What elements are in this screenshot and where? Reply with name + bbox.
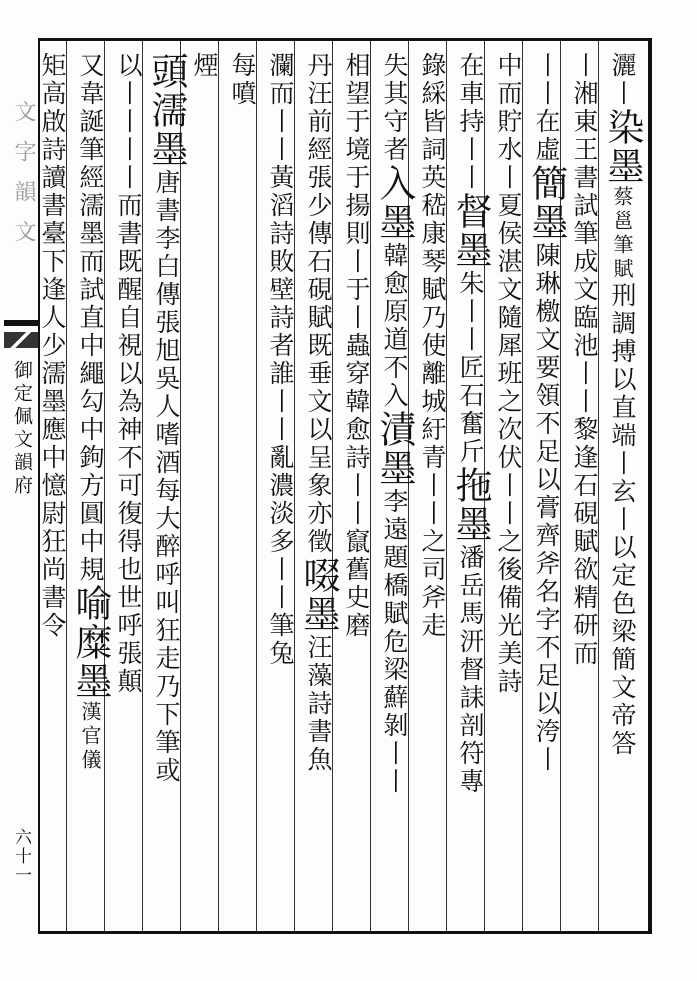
- text-column: [567, 52, 601, 668]
- text-run: 陳琳檄文要領不足以膏齊斧名字不足以洿丨: [532, 242, 561, 774]
- text-column: [601, 52, 644, 758]
- text-run: 每噴: [228, 52, 257, 108]
- page-number: 六十一: [11, 828, 31, 885]
- text-run: 蟲穿韓愈詩丨丨竄舊史磨: [342, 332, 371, 640]
- text-run: 嵇康琴賦乃使離: [418, 192, 447, 388]
- text-column: [263, 52, 297, 668]
- text-run: 刑調搏以直端丨玄丨以定色梁簡文帝答: [608, 282, 637, 758]
- text-run: 丨: [570, 52, 599, 80]
- text-run: 以丨丨丨丨而書既醒自視以為神不可復得也世呼張顛: [114, 52, 143, 696]
- text-run: 李遠題橋賦危梁蘚剝丨丨: [380, 488, 409, 796]
- margin-top-text: 文字韻文: [11, 100, 36, 260]
- text-run: 相望于境: [342, 52, 371, 164]
- fold-margin: [2, 38, 36, 934]
- text-column: [449, 52, 492, 796]
- text-run: 唐書李白傳張旭吳人嗜酒每大醉呼叫狂走乃下筆或: [152, 169, 181, 785]
- source-note: 漢官儀: [78, 701, 102, 773]
- text-run: 于揚則丨于丨: [342, 164, 371, 332]
- text-run: 煙: [190, 52, 219, 80]
- text-column: [35, 52, 69, 640]
- text-column: [145, 52, 188, 785]
- column-rule: [218, 41, 219, 931]
- entry-headword: 染墨: [601, 108, 644, 186]
- text-run: 在車持丨丨: [456, 52, 485, 192]
- text-run: 丨丨在虛: [532, 52, 561, 164]
- text-run: 又韋誕筆經濡墨而試直中繩勾中鉤方圓中規: [76, 52, 105, 584]
- text-run: 錄綵皆詞英: [418, 52, 447, 192]
- text-run: 多丨丨筆兔: [266, 528, 295, 668]
- text-column: [225, 52, 259, 108]
- text-column: [111, 52, 145, 696]
- text-run: 潘岳馬汧督誄剖符專: [456, 544, 485, 796]
- fish-tail-bar: [4, 320, 38, 326]
- text-run: 汪藻詩書魚: [304, 634, 333, 774]
- text-run: 朱丨丨匠石奮斤: [456, 270, 485, 466]
- text-column: [297, 52, 340, 774]
- entry-headword: 漬墨: [373, 410, 416, 488]
- text-run: 瀾而丨丨黃滔詩敗壁詩者誰丨丨亂濃淡: [266, 52, 295, 528]
- text-run: 城紆青丨丨之司斧走: [418, 388, 447, 640]
- text-run: 失其守者: [380, 52, 409, 164]
- text-column: [525, 52, 568, 774]
- entry-headword: 喻糜墨: [69, 584, 112, 701]
- entry-headword: 拖墨: [449, 466, 492, 544]
- entry-headword: 啜墨: [297, 556, 340, 634]
- text-run: 丨夏侯湛文隨犀班之次伏丨丨之後備光美詩: [494, 164, 523, 696]
- text-column: [491, 52, 525, 696]
- column-rule: [256, 41, 257, 931]
- book-title: 御定佩文韻府: [11, 360, 33, 498]
- text-column: [415, 52, 449, 640]
- text-column: [187, 52, 221, 80]
- text-run: 矩高啟詩讀書臺下逢人少濡墨應中憶尉狂: [38, 52, 67, 556]
- text-run: 中而貯水: [494, 52, 523, 164]
- text-column: [373, 52, 416, 796]
- text-run: 尚書令: [38, 556, 67, 640]
- text-run: 湘東王書試筆成文臨池丨丨黎逢石硯賦欲精研而: [570, 80, 599, 668]
- fish-tail-mark: [4, 332, 38, 348]
- entry-headword: 督墨: [449, 192, 492, 270]
- text-column: [339, 52, 373, 640]
- text-run: 灑丨: [608, 52, 637, 108]
- entry-headword: 入墨: [373, 164, 416, 242]
- text-run: 丹汪前經張少傳石硯賦既垂文以呈象亦徵: [304, 52, 333, 556]
- entry-headword: 頭濡墨: [145, 52, 188, 169]
- text-run: 韓愈原道不入: [380, 242, 409, 410]
- source-note: 蔡邕筆賦: [610, 186, 634, 282]
- text-column: [69, 52, 112, 773]
- entry-headword: 簡墨: [525, 164, 568, 242]
